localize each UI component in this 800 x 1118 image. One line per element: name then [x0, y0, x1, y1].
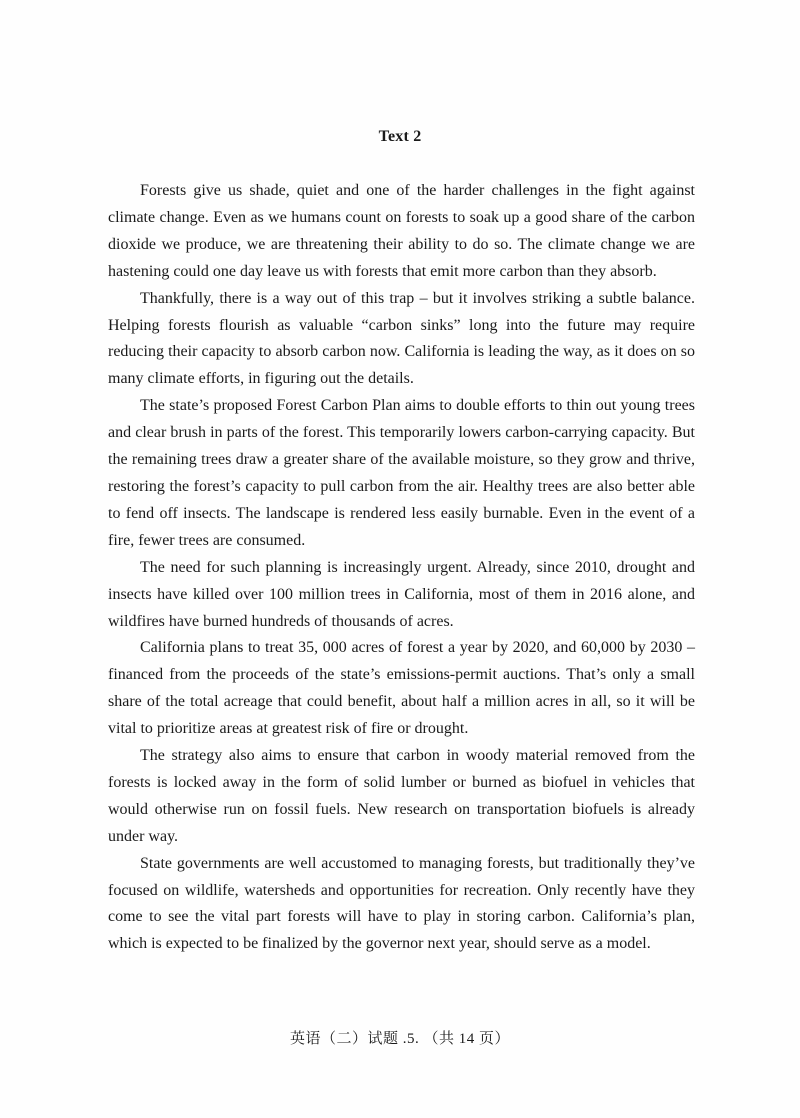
page-footer: 英语（二）试题 .5. （共 14 页）: [289, 1031, 510, 1047]
passage-body: [108, 178, 695, 958]
paragraph: The need for such planning is increasingly urgent. Already, since 2010, drought and insects have killed over 100 million trees in California, most of them in 2016 alone, and wildfires have burned hundreds of thousands of acres.: [108, 558, 695, 630]
paragraph: State governments are well accustomed to managing forests, but traditionally they’ve focused on wildlife, watersheds and opportunities for recreation. Only recently have they come to see the vital part forests will have to play in storing carbon. California’s plan, which is expected to be finalized by the governor next year, should serve as a model.: [108, 854, 695, 953]
paragraph: The strategy also aims to ensure that carbon in woody material removed from the forests is locked away in the form of solid lumber or burned as biofuel in vehicles that would otherwise run on fossil fuels. New research on transportation biofuels is already under way.: [108, 747, 695, 845]
page-title: Text 2: [378, 128, 422, 145]
paragraph: Thankfully, there is a way out of this trap – but it involves striking a subtle balance. Helping forests flourish as valuable “carbon sinks” long into the future may require reducing their capacity to absorb carbon now. California is leading the way, as it does on so many climate efforts, in figuring out the details.: [108, 289, 695, 388]
paragraph: California plans to treat 35, 000 acres of forest a year by 2020, and 60,000 by 2030 – financed from the proceeds of the state’s emissions-permit auctions. That’s only a small share of the total acreage that could benefit, about half a million acres in all, so it will be vital to prioritize areas at greatest risk of fire or drought.: [108, 639, 695, 738]
paragraph: Forests give us shade, quiet and one of the harder challenges in the fight against climate change. Even as we humans count on forests to soak up a good share of the carbon dioxide we produce, we are threatening their ability to do so. The climate change we are hastening could one day leave us with forests that emit more carbon than they absorb.: [108, 182, 695, 280]
paragraph: The state’s proposed Forest Carbon Plan aims to double efforts to thin out young trees and clear brush in parts of the forest. This temporarily lowers carbon-carrying capacity. But the remaining trees draw a greater share of the available moisture, so they grow and thrive, restoring the forest’s capacity to pull carbon from the air. Healthy trees are also better able to fend off insects. The landscape is rendered less easily burnable. Even in the event of a fire, fewer trees are consumed.: [108, 397, 695, 549]
